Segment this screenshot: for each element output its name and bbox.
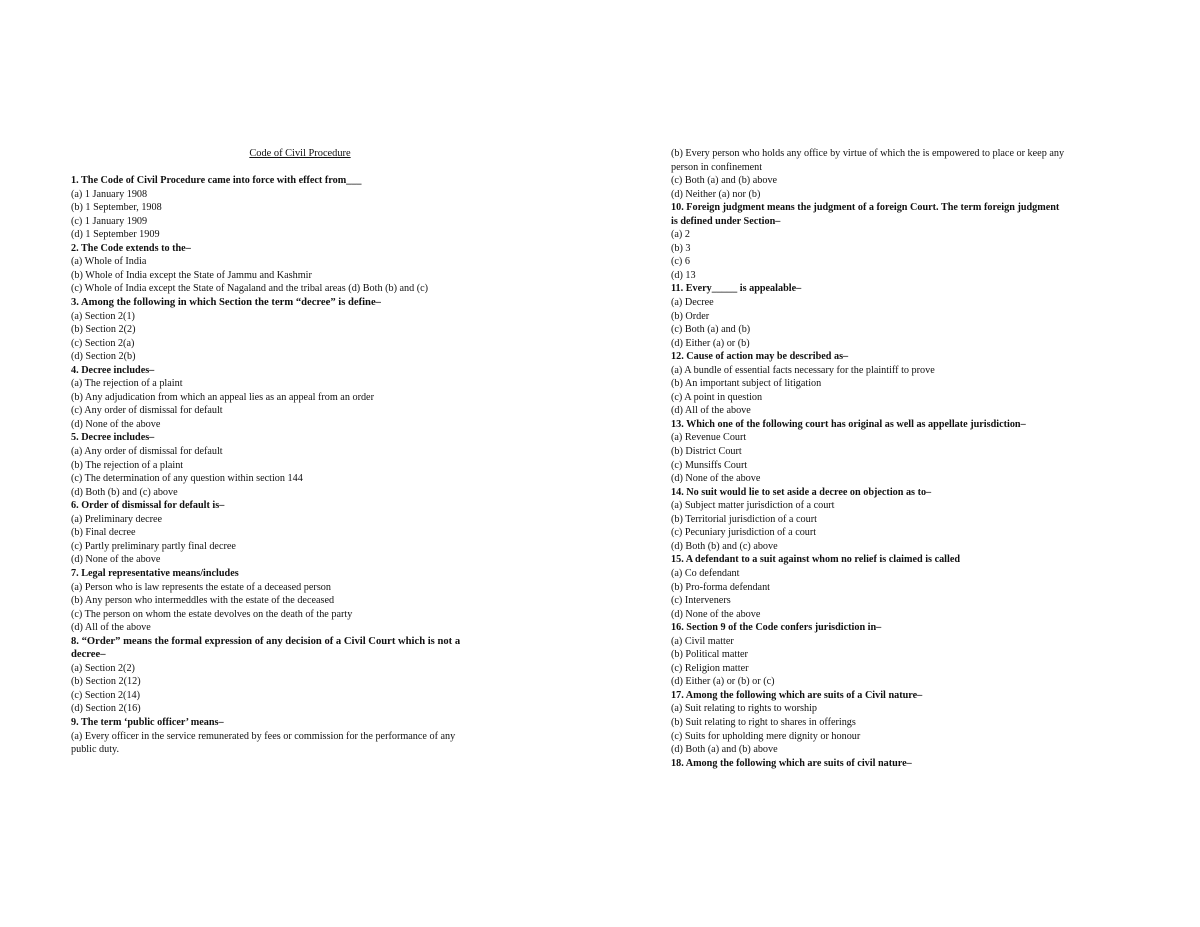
option-line: (b) Section 2(12) (71, 676, 141, 688)
option-line: (d) None of the above (71, 554, 161, 566)
option-line: (b) 1 September, 1908 (71, 202, 162, 214)
option-line: (b) Order (671, 310, 710, 322)
option-line: (c) Religion matter (671, 662, 749, 674)
option-line: (d) All of the above (671, 405, 751, 417)
title-wrap (71, 147, 529, 161)
option-line: (c) A point in question (671, 391, 763, 403)
option-line: (d) Either (a) or (b) (671, 337, 750, 349)
option-line: (c) Both (a) and (b) (671, 324, 751, 336)
option-line: (a) 2 (671, 229, 690, 241)
option-line: (d) Section 2(16) (71, 703, 141, 715)
question-line: 15. A defendant to a suit against whom no relief is claimed is called (671, 554, 961, 566)
option-line: (a) Co defendant (671, 567, 740, 579)
question-line: 9. The term ‘public officer’ means– (71, 716, 224, 728)
option-line: (c) Interveners (671, 595, 731, 607)
option-line: (d) 13 (671, 269, 696, 281)
left-question-list (71, 174, 529, 757)
option-line: (b) Territorial jurisdiction of a court (671, 513, 817, 525)
option-line: (a) Whole of India (71, 256, 147, 268)
spacer (71, 161, 529, 175)
right-column (671, 147, 1131, 770)
option-line: public duty. (71, 744, 120, 756)
option-line: (d) None of the above (671, 473, 761, 485)
option-line: (a) Revenue Court (671, 432, 747, 444)
option-line: (c) Section 2(14) (71, 689, 141, 701)
option-line: (d) Section 2(b) (71, 351, 136, 363)
option-line: (b) Any person who intermeddles with the estate of the deceased (71, 595, 335, 607)
question-line: 7. Legal representative means/includes (71, 567, 239, 579)
option-line: (c) Whole of India except the State of Nagaland and the tribal areas (d) Both (b) and (c) (71, 283, 429, 295)
option-line: (c) The person on whom the estate devolves on the death of the party (71, 608, 353, 620)
option-line: (d) Neither (a) nor (b) (671, 188, 761, 200)
option-line: (a) Section 2(2) (71, 662, 135, 674)
option-line: (d) Both (b) and (c) above (71, 486, 178, 498)
option-line: (c) 6 (671, 256, 690, 268)
question-line: 4. Decree includes– (71, 364, 155, 376)
question-line: 8. “Order” means the formal expression of any decision of a Civil Court which is not a (71, 635, 461, 647)
question-line: 5. Decree includes– (71, 432, 155, 444)
option-line: (b) An important subject of litigation (671, 378, 822, 390)
option-line: (d) None of the above (71, 418, 161, 430)
option-line: (b) District Court (671, 446, 742, 458)
left-column (71, 147, 529, 757)
question-line: 13. Which one of the following court has original as well as appellate jurisdiction– (671, 418, 1026, 430)
option-line: (b) Any adjudication from which an appeal lies as an appeal from an order (71, 391, 374, 403)
document-title: Code of Civil Procedure (249, 148, 351, 159)
question-line: 6. Order of dismissal for default is– (71, 500, 225, 512)
option-line: (d) All of the above (71, 622, 151, 634)
option-line: (b) The rejection of a plaint (71, 459, 184, 471)
option-line: (c) Suits for upholding mere dignity or honour (671, 730, 861, 742)
option-line: (d) 1 September 1909 (71, 229, 160, 241)
option-line: (a) A bundle of essential facts necessary for the plaintiff to prove (671, 364, 935, 376)
option-line: (d) None of the above (671, 608, 761, 620)
question-line: 18. Among the following which are suits of civil nature– (671, 757, 912, 769)
option-line: person in confinement (671, 161, 763, 173)
question-line: 11. Every_____ is appealable– (671, 283, 802, 295)
option-line: (a) The rejection of a plaint (71, 378, 183, 390)
option-line: (b) Pro-forma defendant (671, 581, 771, 593)
option-line: (c) Munsiffs Court (671, 459, 748, 471)
question-line: 17. Among the following which are suits of a Civil nature– (671, 689, 923, 701)
option-line: (b) 3 (671, 242, 691, 254)
question-line: 3. Among the following in which Section the term “decree” is define– (71, 297, 381, 309)
option-line: (c) Section 2(a) (71, 337, 135, 349)
option-line: (b) Every person who holds any office by virtue of which the is empowered to place or keep any (671, 148, 1065, 159)
option-line: (c) Partly preliminary partly final decree (71, 540, 236, 552)
option-line: (b) Suit relating to right to shares in offerings (671, 716, 856, 728)
option-line: (a) Preliminary decree (71, 513, 163, 525)
option-line: (c) 1 January 1909 (71, 215, 148, 227)
option-line: (a) 1 January 1908 (71, 188, 148, 200)
option-line: (b) Whole of India except the State of Jammu and Kashmir (71, 269, 312, 281)
question-line: decree– (71, 649, 106, 661)
right-question-list (671, 147, 1131, 770)
option-line: (c) The determination of any question within section 144 (71, 473, 303, 485)
option-line: (b) Section 2(2) (71, 324, 136, 336)
question-line: 1. The Code of Civil Procedure came into force with effect from___ (71, 175, 362, 187)
option-line: (b) Final decree (71, 527, 136, 539)
option-line: (c) Pecuniary jurisdiction of a court (671, 527, 817, 539)
option-line: (a) Any order of dismissal for default (71, 446, 223, 458)
question-line: 2. The Code extends to the– (71, 242, 191, 254)
option-line: (a) Every officer in the service remunerated by fees or commission for the performance of any (71, 730, 456, 742)
question-line: 10. Foreign judgment means the judgment of a foreign Court. The term foreign judgment (671, 202, 1060, 214)
option-line: (b) Political matter (671, 649, 748, 661)
question-line: 16. Section 9 of the Code confers jurisdiction in– (671, 622, 882, 634)
option-line: (a) Suit relating to rights to worship (671, 703, 818, 715)
question-line: 14. No suit would lie to set aside a decree on objection as to– (671, 486, 932, 498)
option-line: (a) Subject matter jurisdiction of a court (671, 500, 835, 512)
option-line: (a) Section 2(1) (71, 310, 135, 322)
option-line: (a) Person who is law represents the estate of a deceased person (71, 581, 331, 593)
option-line: (a) Civil matter (671, 635, 734, 647)
option-line: (d) Both (a) and (b) above (671, 744, 778, 756)
option-line: (a) Decree (671, 297, 714, 309)
option-line: (c) Both (a) and (b) above (671, 175, 778, 187)
option-line: (d) Both (b) and (c) above (671, 540, 778, 552)
question-line: is defined under Section– (671, 215, 781, 227)
question-line: 12. Cause of action may be described as– (671, 351, 849, 363)
option-line: (c) Any order of dismissal for default (71, 405, 223, 417)
option-line: (d) Either (a) or (b) or (c) (671, 676, 775, 688)
